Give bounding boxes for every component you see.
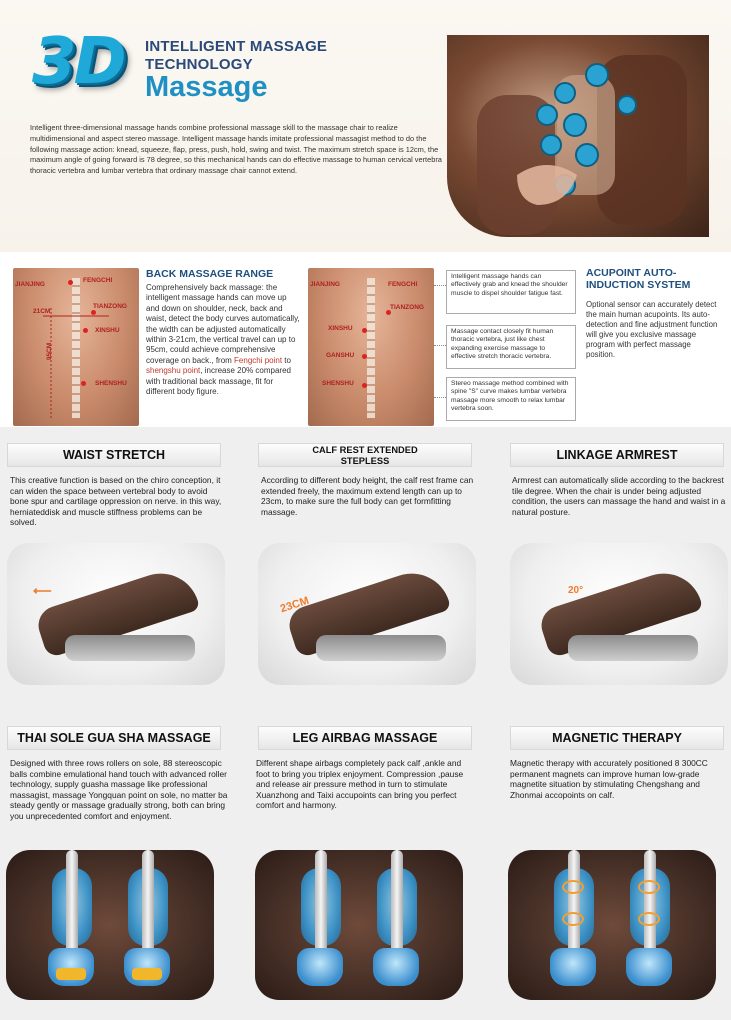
feature-title-waist-stretch: WAIST STRETCH — [7, 443, 221, 467]
intro-section — [0, 0, 731, 252]
feature-title-linkage-armrest: LINKAGE ARMREST — [510, 443, 724, 467]
waist-stretch-chair-image — [7, 543, 225, 685]
feature-text-magnetic-therapy: Magnetic therapy with accurately positioned 8 300CC permanent magnets can improve human low-grade magnetite situation by stimulating Chengshang and Zhonmai accopoints on calf. — [510, 758, 708, 800]
acupoint-heading-line2: INDUCTION SYSTEM — [586, 279, 691, 291]
calf-extend-badge: 23CM — [278, 594, 311, 616]
calf-rest-title-line1: CALF REST EXTENDED — [312, 445, 418, 455]
thai-sole-foot-image — [6, 850, 214, 1000]
label-21cm: 21CM — [33, 308, 51, 315]
calf-rest-chair-image — [258, 543, 476, 685]
massage-hands-photo — [447, 35, 709, 237]
feature-text-linkage-armrest: Armrest can automatically slide according to the backrest tile degree. When the chair is under being adjusted condition, the users can massage the hand and waist in a natural posture. — [512, 475, 726, 517]
note-shoulder: Intelligent massage hands can effectively grab and knead the shoulder muscle to dispel shoulder fatigue fast. — [446, 270, 576, 314]
feature-text-calf-rest: According to different body height, the calf rest frame can extended freely, the maximum extend length can up to 23cm, to make sure the full body can get formfitting massage. — [261, 475, 474, 517]
label-ganshu-2: GANSHU — [326, 352, 355, 359]
label-xinshu-2: XINSHU — [328, 325, 353, 332]
feature-title-leg-airbag: LEG AIRBAG MASSAGE — [258, 726, 472, 750]
back-massage-heading: BACK MASSAGE RANGE — [146, 268, 274, 280]
note-thoracic: Massage contact closely fit human thoracic vertebra, just like chest expanding exercise massage to effective stretch thoracic vertebra. — [446, 325, 576, 369]
label-tianzong: TIANZONG — [93, 303, 127, 310]
feature-text-thai-sole: Designed with three rows rollers on sole, 88 stereoscopic balls combine emulational hand touch with advanced roller technology, supply guasha massage like professional massagist, massage Yongquan point on sole, no matter ba steady gently or massage gradually strong, both can bring you unprecedented comfort and enjoyment. — [10, 758, 228, 821]
feature-text-waist-stretch: This creative function is based on the chiro conception, it can widen the space between vertebral body to avoid bone spur and cartilage oppression on nerve. in this way, herniateddisk and muscle stiffness problems can be solved. — [10, 475, 222, 527]
magnetic-therapy-foot-image — [508, 850, 716, 1000]
acupoint-text: Optional sensor can accurately detect the main human acupoints. Its auto-detection and fine adjustment function will give you exclusive massage program with perfect massage position. — [586, 300, 718, 359]
stretch-arrow-icon: ⟵ — [33, 583, 52, 598]
logo-3d: 3D — [32, 25, 124, 99]
back-range-image — [13, 268, 139, 426]
feature-title-thai-sole: THAI SOLE GUA SHA MASSAGE — [7, 726, 221, 750]
intro-paragraph: Intelligent three-dimensional massage hands combine professional massage skill to the massage chair to realize multidimensional and aspect stereo massage. Intelligent massage hands imitate professional massagist method to do the following massage action: knead, squeeze, flap, press, push, hold, swing and twist. The maximum stretch space is 12cm, the maximum angle of going forward is 78 degree, so this mechanical hands can do effective massage to human cervical vertebra thoracic vertebra and lumbar vertebra that ordinary massage chair cannot extend. — [30, 123, 442, 176]
feature-title-calf-rest — [258, 443, 472, 467]
label-fengchi-2: FENGCHI — [388, 281, 418, 288]
label-95cm: 95CM — [46, 342, 54, 361]
linkage-armrest-chair-image — [510, 543, 728, 685]
label-tianzong-2: TIANZONG — [390, 304, 424, 311]
label-shenshu-2: SHENSHU — [322, 380, 354, 387]
title-line2: TECHNOLOGY — [145, 56, 253, 73]
title-line3: Massage — [145, 71, 268, 103]
calf-rest-title-line2: STEPLESS — [340, 455, 390, 466]
title-line1: INTELLIGENT MASSAGE — [145, 38, 328, 55]
label-jianjing: JIANJING — [15, 281, 45, 288]
label-shenshu: SHENSHU — [95, 380, 127, 387]
leg-airbag-foot-image — [255, 850, 463, 1000]
note-lumbar: Stereo massage method combined with spine "S" curve makes lumbar vertebra massage more smooth to relax lumbar vertebra soon. — [446, 377, 576, 421]
back-massage-text: Comprehensively back massage: the intelligent massage hands can move up and down on shoulder, neck, back and waist, detect the body curves automatically, the width can be adjusted automatically within 3-21cm, the vertical travel can up to 95cm, could achieve comprehensive coverage on back., from Fengchi point to shengshu point, increase 20% compared with traditional back massage, fit for different body figure. — [146, 283, 300, 397]
feature-title-magnetic-therapy: MAGNETIC THERAPY — [510, 726, 724, 750]
feature-text-leg-airbag: Different shape airbags completely pack calf ,ankle and foot to bring you triplex enjoyment. Compression ,pause and release air pressure method in turn to stimulate Xuanzhong and Taixi accupoints can bring you perfect comfort and harmony. — [256, 758, 464, 810]
acupoint-heading-line1: ACUPOINT AUTO- — [586, 267, 677, 279]
label-jianjing-2: JIANJING — [310, 281, 340, 288]
acupoint-body-image — [308, 268, 434, 426]
armrest-angle-badge: 20° — [568, 585, 584, 596]
label-fengchi: FENGCHI — [83, 277, 113, 284]
label-xinshu: XINSHU — [95, 327, 120, 334]
